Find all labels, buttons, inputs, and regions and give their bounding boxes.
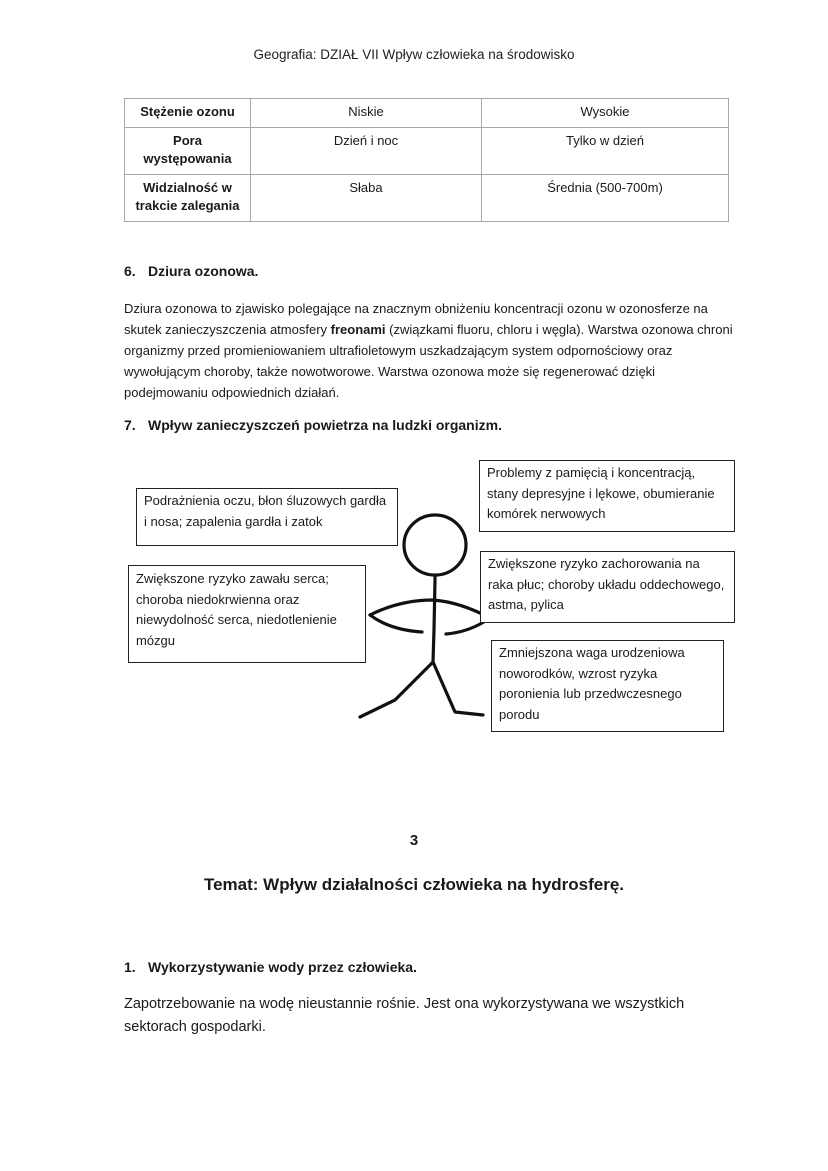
row-header: Widzialność w trakcie zalegania	[125, 175, 251, 222]
paragraph-text: Dziura ozonowa to zjawisko polegające na znacznym obniżeniu koncentracji ozonu w ozonosferze na skutek zanieczyszczenia atmosfery	[124, 301, 708, 337]
table-cell: Słaba	[251, 175, 482, 222]
stick-figure-left-hand	[370, 615, 422, 632]
stick-figure-body	[433, 576, 435, 662]
row-header: Pora występowania	[125, 128, 251, 175]
effect-box-pregnancy: Zmniejszona waga urodzeniowa noworodków, wzrost ryzyka poronienia lub przedwczesnego porodu	[491, 640, 724, 732]
table-row	[125, 99, 729, 128]
stick-figure-head	[404, 515, 466, 575]
effect-box-brain: Problemy z pamięcią i koncentracją, stany depresyjne i lękowe, obumieranie komórek nerwowych	[479, 460, 735, 532]
table-row	[125, 175, 729, 222]
effect-box-eyes: Podrażnienia oczu, błon śluzowych gardła i nosa; zapalenia gardła i zatok	[136, 488, 398, 546]
section-1-paragraph: Zapotrzebowanie na wodę nieustannie rośnie. Jest ona wykorzystywana we wszystkich sektorach gospodarki.	[124, 996, 685, 1035]
table-cell: Średnia (500-700m)	[482, 175, 729, 222]
table-cell: Dzień i noc	[251, 128, 482, 175]
section-1-heading	[124, 959, 417, 975]
effect-box-heart: Zwiększone ryzyko zawału serca; choroba niedokrwienna oraz niewydolność serca, niedotlenienie mózgu	[128, 565, 366, 663]
section-6-heading	[124, 263, 258, 279]
section-number: 1.	[124, 959, 136, 975]
section-6-paragraph	[124, 298, 734, 403]
section-title: Wykorzystywanie wody przez człowieka.	[148, 959, 417, 975]
stick-figure-arms	[370, 600, 490, 618]
effect-box-lungs: Zwiększone ryzyko zachorowania na raka płuc; choroby układu oddechowego, astma, pylica	[480, 551, 735, 623]
row-header: Stężenie ozonu	[125, 99, 251, 128]
topic-title: Temat: Wpływ działalności człowieka na hydrosferę.	[203, 875, 625, 894]
page-number: 3	[409, 832, 419, 849]
section-title: Dziura ozonowa.	[148, 263, 259, 279]
ozone-comparison-table	[124, 98, 729, 222]
table-row	[125, 128, 729, 175]
paragraph-text: (związkami fluoru, chloru i węgla). Warstwa ozonowa chroni organizmy przed promieniowaniem ultrafioletowym uszkadzającym system odpornościowy oraz wywołującym choroby, także nowotworowe. Warstwa ozonowa może się regenerować dzięki podejmowaniu odpowiednich działań.	[124, 322, 733, 400]
paragraph-bold-term: freonami	[330, 322, 386, 337]
stick-figure-right-leg	[433, 662, 483, 715]
section-number: 7.	[124, 417, 136, 433]
table-cell: Niskie	[251, 99, 482, 128]
table-cell: Tylko w dzień	[482, 128, 729, 175]
table-cell: Wysokie	[482, 99, 729, 128]
section-title: Wpływ zanieczyszczeń powietrza na ludzki organizm.	[148, 417, 502, 433]
section-number: 6.	[124, 263, 136, 279]
stick-figure-left-leg	[360, 662, 433, 717]
page-header: Geografia: DZIAŁ VII Wpływ człowieka na środowisko	[253, 47, 575, 62]
section-7-heading	[124, 417, 502, 433]
